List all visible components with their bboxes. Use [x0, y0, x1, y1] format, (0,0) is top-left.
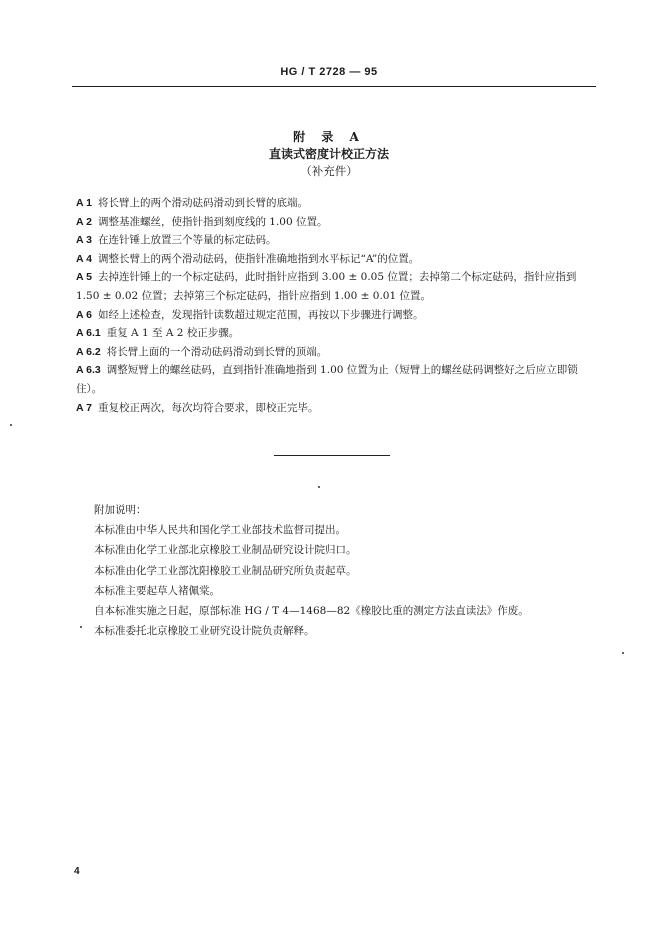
scan-speck [622, 652, 624, 654]
section-separator [274, 455, 390, 456]
notes-line: 本标准主要起草人褚佩棠。 [94, 584, 220, 597]
notes-line: 本标准由中华人民共和国化学工业部技术监督司提出。 [94, 524, 346, 537]
procedure-item-a4 [76, 250, 602, 269]
item-code: A 4 [76, 252, 92, 265]
item-code: A 6 [76, 308, 92, 321]
notes-line: 本标准由化学工业部沈阳橡胶工业制品研究所负责起草。 [94, 564, 357, 577]
item-text: 调整基准螺丝，使指针指到刻度线的 1.00 位置。 [97, 215, 328, 228]
notes-line: 自本标准实施之日起，原部标准 HG / T 4—1468—82《橡胶比重的测定方法直读法》作废。 [94, 605, 529, 618]
procedure-item-a5 [76, 268, 602, 305]
procedure-item-a6-1 [76, 324, 602, 343]
item-code: A 7 [76, 401, 92, 414]
header-rule [72, 86, 596, 87]
appendix-note: （补充件） [300, 164, 358, 178]
page-header-standard-number: HG / T 2728 — 95 [280, 66, 378, 78]
additional-notes [94, 500, 614, 641]
procedure-item-a2 [76, 213, 602, 232]
item-code: A 6.2 [76, 345, 101, 358]
procedure-item-a6 [76, 306, 602, 325]
procedure-item-a7 [76, 399, 602, 418]
item-text: 如经上述检查，发现指针读数超过规定范围，再按以下步骤进行调整。 [97, 308, 424, 321]
item-code: A 6.1 [76, 327, 101, 340]
item-code: A 1 [76, 197, 92, 209]
procedure-item-a6-2 [76, 343, 602, 362]
scan-speck [80, 626, 82, 628]
item-text: 调整长臂上的两个滑动砝码，使指针准确地指到水平标记“A”的位置。 [97, 252, 420, 265]
appendix-title: 直读式密度计校正方法 [268, 147, 389, 161]
item-code: A 2 [76, 215, 92, 228]
procedure-item-a6-3 [76, 361, 602, 398]
item-text: 调整短臂上的螺丝砝码，直到指针准确地指到 1.00 位置为止（短臂上的螺丝砝码调整好之后应立即锁住）。 [76, 364, 578, 395]
item-text: 将长臂上的两个滑动砝码滑动到长臂的底端。 [97, 197, 308, 209]
procedure-item-a1 [76, 194, 602, 213]
page-number: 4 [74, 866, 80, 877]
item-text: 去掉连针锤上的一个标定砝码，此时指针应指到 3.00 ± 0.05 位置；去掉第二个标定砝码，指针应指到 1.50 ± 0.02 位置；去掉第三个标定砝码，指针应指到 1.00 ± 0.01 位置。 [76, 271, 577, 302]
item-code: A 3 [76, 234, 92, 247]
item-text: 重复校正两次，每次均符合要求，即校正完毕。 [97, 401, 319, 414]
scan-speck [318, 486, 320, 488]
item-text: 重复 A 1 至 A 2 校正步骤。 [106, 327, 240, 340]
notes-line: 本标准委托北京橡胶工业研究设计院负责解释。 [94, 625, 315, 638]
item-text: 将长臂上面的一个滑动砝码滑动到长臂的顶端。 [106, 345, 328, 358]
item-code: A 5 [76, 271, 92, 284]
notes-line: 本标准由化学工业部北京橡胶工业制品研究设计院归口。 [94, 544, 357, 557]
procedure-list [76, 194, 602, 417]
appendix-label: 附 录 A [293, 130, 365, 144]
scan-speck [10, 424, 12, 426]
notes-heading: 附加说明： [94, 504, 147, 516]
item-code: A 6.3 [76, 364, 101, 377]
procedure-item-a3 [76, 231, 602, 250]
item-text: 在连针锤上放置三个等量的标定砝码。 [97, 234, 277, 247]
